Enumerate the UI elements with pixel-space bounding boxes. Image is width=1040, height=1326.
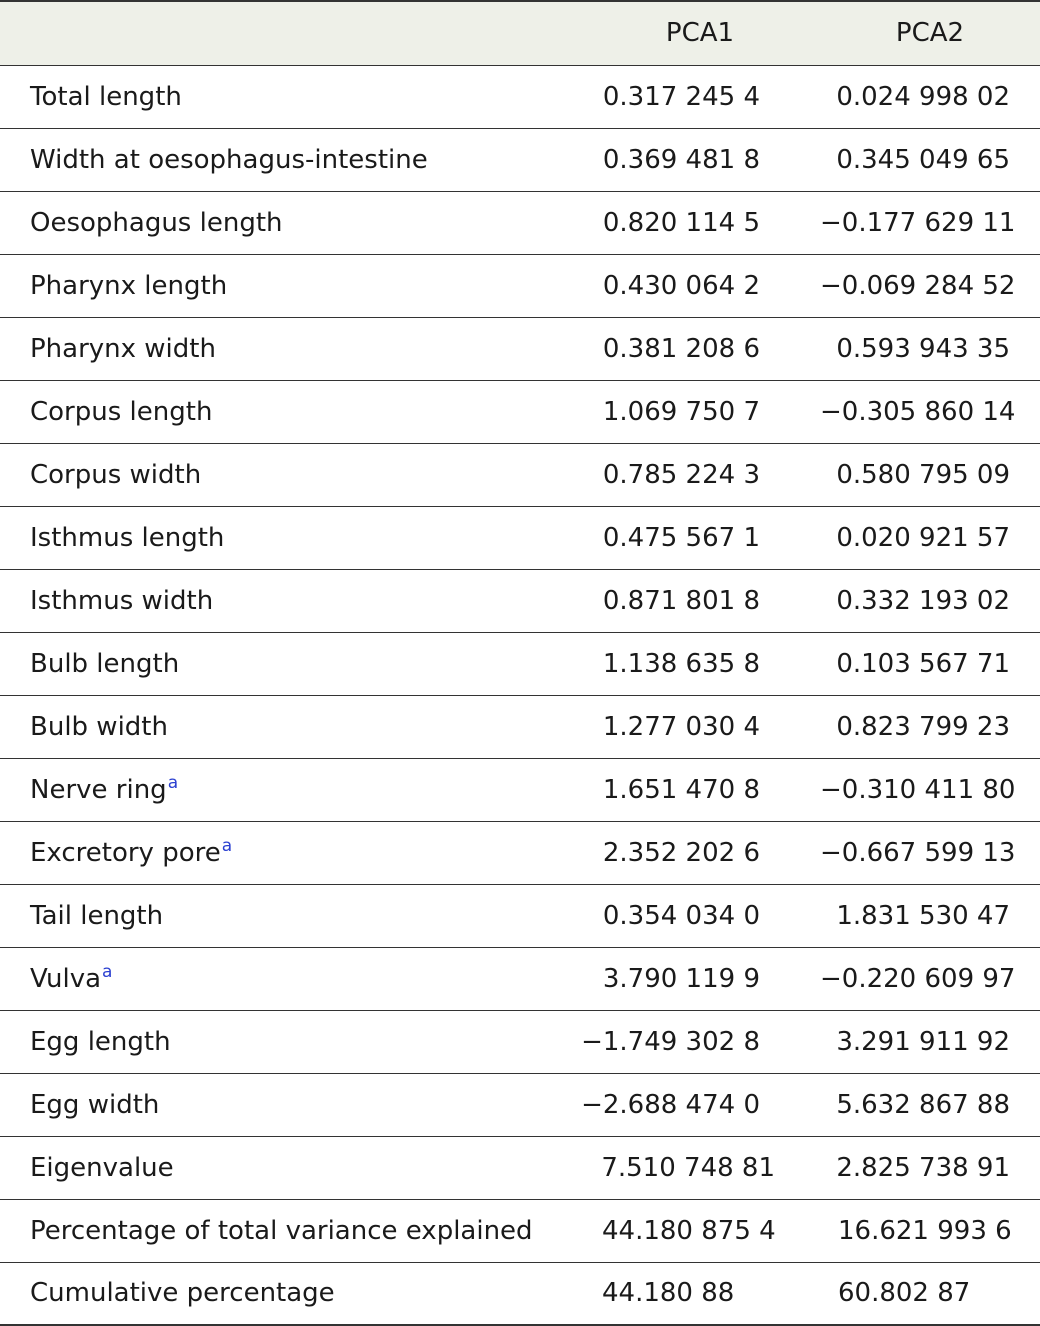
pca2-value: 3.291 911 92 [836, 1026, 1010, 1057]
pca1-value: −1.749 302 8 [581, 1026, 760, 1057]
pca2-value: 0.024 998 02 [836, 81, 1010, 112]
pca2-value: 0.593 943 35 [836, 333, 1010, 364]
pca2-value: 2.825 738 91 [836, 1152, 1010, 1183]
row-label-text: Tail length [30, 900, 164, 931]
header-label-cell [0, 1, 580, 65]
row-label [0, 380, 580, 443]
pca2-value: −0.069 284 52 [820, 270, 1016, 301]
table-row [0, 380, 1040, 443]
pca2-value: −0.667 599 13 [820, 837, 1016, 868]
table-row [0, 884, 1040, 947]
row-label-text: Egg length [30, 1026, 171, 1057]
row-label [0, 569, 580, 632]
table-row [0, 758, 1040, 821]
table-row [0, 506, 1040, 569]
table-row [0, 569, 1040, 632]
footnote-link[interactable]: a [221, 835, 233, 856]
row-label [0, 884, 580, 947]
pca1-value: 44.180 88 [602, 1278, 735, 1309]
pca2-value: 0.020 921 57 [836, 522, 1010, 553]
row-label-text: Eigenvalue [30, 1152, 174, 1183]
footnote-link[interactable]: a [167, 772, 179, 793]
pca1-value: 0.381 208 6 [602, 333, 760, 364]
header-row [0, 1, 1040, 65]
pca2-value: −0.220 609 97 [820, 963, 1016, 994]
pca1-value: 7.510 748 81 [601, 1152, 775, 1183]
row-label [0, 1136, 580, 1199]
row-label [0, 1262, 580, 1325]
row-label-text: Pharynx width [30, 333, 216, 364]
pca1-value: 1.651 470 8 [602, 774, 760, 805]
pca1-value: 0.430 064 2 [602, 270, 760, 301]
table-row [0, 947, 1040, 1010]
pca2-value: 1.831 530 47 [836, 900, 1010, 931]
row-label [0, 1199, 580, 1262]
row-label-text: Nerve ring [30, 774, 167, 805]
pca1-value: 2.352 202 6 [602, 837, 760, 868]
row-label-text: Corpus length [30, 396, 213, 427]
pca2-value: 0.332 193 02 [836, 585, 1010, 616]
table-row [0, 1199, 1040, 1262]
row-label-text: Egg width [30, 1089, 160, 1120]
pca2-value: 0.580 795 09 [836, 459, 1010, 490]
row-label [0, 695, 580, 758]
pca2-value: −0.310 411 80 [820, 774, 1016, 805]
row-label-text: Total length [30, 81, 182, 112]
pca2-value: 0.345 049 65 [836, 144, 1010, 175]
row-label [0, 254, 580, 317]
pca1-value: 0.354 034 0 [602, 900, 760, 931]
pca2-value: −0.305 860 14 [820, 396, 1016, 427]
table-row [0, 1010, 1040, 1073]
table-row [0, 1136, 1040, 1199]
row-label [0, 947, 580, 1010]
table-row [0, 1073, 1040, 1136]
pca1-value: 1.069 750 7 [602, 396, 760, 427]
table-row [0, 695, 1040, 758]
row-label [0, 65, 580, 128]
pca1-value: 0.820 114 5 [602, 207, 760, 238]
table-row [0, 317, 1040, 380]
header-pca1: PCA1 [665, 18, 735, 49]
table-row [0, 191, 1040, 254]
table-row [0, 65, 1040, 128]
pca1-value: 0.317 245 4 [602, 81, 760, 112]
table-body [0, 65, 1040, 1325]
row-label [0, 821, 580, 884]
pca1-value: 3.790 119 9 [602, 963, 760, 994]
pca2-value: 16.621 993 6 [838, 1215, 1012, 1246]
pca1-value: 1.138 635 8 [602, 648, 760, 679]
pca1-value: 44.180 875 4 [602, 1215, 776, 1246]
pca2-value: 0.823 799 23 [836, 711, 1010, 742]
pca2-value: 60.802 87 [838, 1278, 971, 1309]
pca2-value: 5.632 867 88 [836, 1089, 1010, 1120]
row-label [0, 443, 580, 506]
pca1-value: 0.475 567 1 [602, 522, 760, 553]
header-pca2: PCA2 [895, 18, 965, 49]
row-label [0, 191, 580, 254]
table-row [0, 821, 1040, 884]
row-label-text: Width at oesophagus-intestine [30, 144, 428, 175]
row-label-text: Oesophagus length [30, 207, 283, 238]
row-label-text: Vulva [30, 963, 102, 994]
table-row [0, 632, 1040, 695]
table-row [0, 254, 1040, 317]
table-row [0, 443, 1040, 506]
row-label-text: Bulb length [30, 648, 180, 679]
row-label-text: Cumulative percentage [30, 1278, 335, 1309]
row-label-text: Isthmus width [30, 585, 214, 616]
row-label-text: Bulb width [30, 711, 168, 742]
pca2-value: −0.177 629 11 [820, 207, 1016, 238]
row-label-text: Percentage of total variance explained [30, 1215, 533, 1246]
table-header [0, 1, 1040, 65]
row-label-text: Isthmus length [30, 522, 225, 553]
row-label-text: Corpus width [30, 459, 202, 490]
row-label [0, 506, 580, 569]
row-label [0, 758, 580, 821]
pca1-value: −2.688 474 0 [581, 1089, 760, 1120]
row-label-text: Excretory pore [30, 837, 221, 868]
table-row [0, 1262, 1040, 1325]
pca1-value: 1.277 030 4 [602, 711, 760, 742]
table-row [0, 128, 1040, 191]
pca1-value: 0.785 224 3 [602, 459, 760, 490]
row-label [0, 128, 580, 191]
pca1-value: 0.871 801 8 [602, 585, 760, 616]
pca2-value: 0.103 567 71 [836, 648, 1010, 679]
row-label [0, 317, 580, 380]
pca1-value: 0.369 481 8 [602, 144, 760, 175]
row-label-text: Pharynx length [30, 270, 228, 301]
footnote-link[interactable]: a [102, 961, 113, 982]
row-label [0, 1073, 580, 1136]
row-label [0, 632, 580, 695]
row-label [0, 1010, 580, 1073]
